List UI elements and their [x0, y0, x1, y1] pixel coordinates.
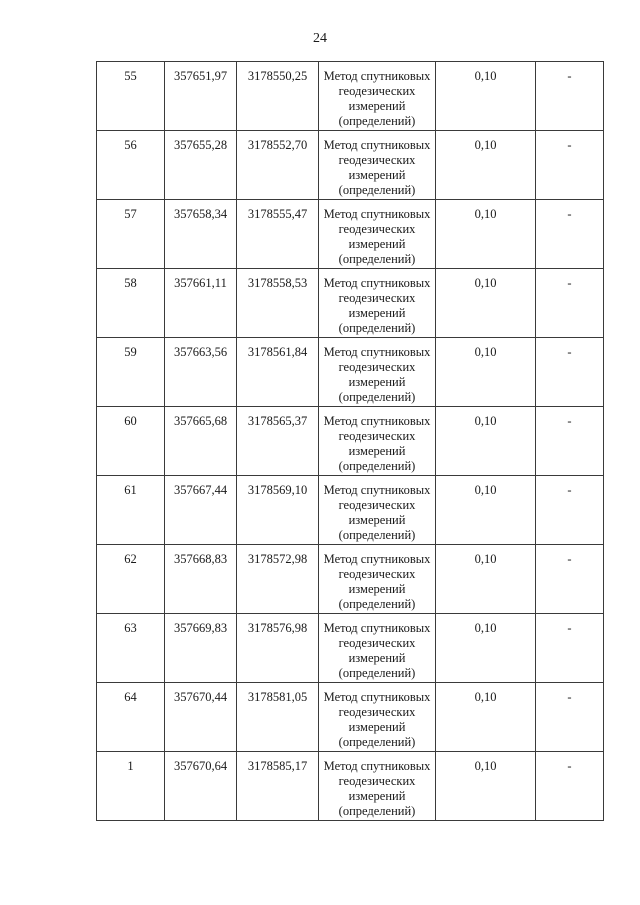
- accuracy-cell: 0,10: [436, 131, 536, 200]
- x-coordinate-cell: 357668,83: [165, 545, 237, 614]
- point-number-cell: 55: [97, 62, 165, 131]
- coordinates-table: [96, 61, 604, 821]
- x-coordinate-cell: 357670,64: [165, 752, 237, 821]
- point-number-cell: 56: [97, 131, 165, 200]
- accuracy-cell: 0,10: [436, 407, 536, 476]
- x-coordinate-cell: 357661,11: [165, 269, 237, 338]
- table-row: [97, 338, 604, 407]
- method-cell: Метод спутниковых геодезических измерений (определений): [319, 200, 436, 269]
- point-number-cell: 63: [97, 614, 165, 683]
- x-coordinate-cell: 357663,56: [165, 338, 237, 407]
- method-cell: Метод спутниковых геодезических измерений (определений): [319, 407, 436, 476]
- y-coordinate-cell: 3178572,98: [237, 545, 319, 614]
- y-coordinate-cell: 3178561,84: [237, 338, 319, 407]
- y-coordinate-cell: 3178552,70: [237, 131, 319, 200]
- description-cell: -: [536, 407, 604, 476]
- description-cell: -: [536, 476, 604, 545]
- description-cell: -: [536, 200, 604, 269]
- accuracy-cell: 0,10: [436, 200, 536, 269]
- description-cell: -: [536, 338, 604, 407]
- table-row: [97, 407, 604, 476]
- accuracy-cell: 0,10: [436, 62, 536, 131]
- x-coordinate-cell: 357658,34: [165, 200, 237, 269]
- method-cell: Метод спутниковых геодезических измерений (определений): [319, 683, 436, 752]
- point-number-cell: 62: [97, 545, 165, 614]
- point-number-cell: 64: [97, 683, 165, 752]
- method-cell: Метод спутниковых геодезических измерений (определений): [319, 338, 436, 407]
- accuracy-cell: 0,10: [436, 752, 536, 821]
- y-coordinate-cell: 3178576,98: [237, 614, 319, 683]
- description-cell: -: [536, 752, 604, 821]
- x-coordinate-cell: 357667,44: [165, 476, 237, 545]
- description-cell: -: [536, 683, 604, 752]
- point-number-cell: 59: [97, 338, 165, 407]
- accuracy-cell: 0,10: [436, 269, 536, 338]
- method-cell: Метод спутниковых геодезических измерений (определений): [319, 752, 436, 821]
- method-cell: Метод спутниковых геодезических измерений (определений): [319, 476, 436, 545]
- accuracy-cell: 0,10: [436, 338, 536, 407]
- x-coordinate-cell: 357655,28: [165, 131, 237, 200]
- x-coordinate-cell: 357651,97: [165, 62, 237, 131]
- accuracy-cell: 0,10: [436, 476, 536, 545]
- y-coordinate-cell: 3178569,10: [237, 476, 319, 545]
- accuracy-cell: 0,10: [436, 614, 536, 683]
- method-cell: Метод спутниковых геодезических измерений (определений): [319, 131, 436, 200]
- accuracy-cell: 0,10: [436, 545, 536, 614]
- x-coordinate-cell: 357665,68: [165, 407, 237, 476]
- description-cell: -: [536, 62, 604, 131]
- table-row: [97, 476, 604, 545]
- method-cell: Метод спутниковых геодезических измерений (определений): [319, 62, 436, 131]
- point-number-cell: 1: [97, 752, 165, 821]
- point-number-cell: 60: [97, 407, 165, 476]
- description-cell: -: [536, 614, 604, 683]
- x-coordinate-cell: 357669,83: [165, 614, 237, 683]
- description-cell: -: [536, 131, 604, 200]
- method-cell: Метод спутниковых геодезических измерений (определений): [319, 269, 436, 338]
- point-number-cell: 58: [97, 269, 165, 338]
- description-cell: -: [536, 545, 604, 614]
- table-row: [97, 131, 604, 200]
- accuracy-cell: 0,10: [436, 683, 536, 752]
- x-coordinate-cell: 357670,44: [165, 683, 237, 752]
- point-number-cell: 57: [97, 200, 165, 269]
- table-row: [97, 545, 604, 614]
- table-row: [97, 62, 604, 131]
- y-coordinate-cell: 3178550,25: [237, 62, 319, 131]
- y-coordinate-cell: 3178585,17: [237, 752, 319, 821]
- table-row: [97, 614, 604, 683]
- y-coordinate-cell: 3178555,47: [237, 200, 319, 269]
- page-number: 24: [313, 31, 327, 46]
- y-coordinate-cell: 3178558,53: [237, 269, 319, 338]
- point-number-cell: 61: [97, 476, 165, 545]
- method-cell: Метод спутниковых геодезических измерений (определений): [319, 614, 436, 683]
- y-coordinate-cell: 3178565,37: [237, 407, 319, 476]
- table-row: [97, 200, 604, 269]
- method-cell: Метод спутниковых геодезических измерений (определений): [319, 545, 436, 614]
- table-row: [97, 269, 604, 338]
- description-cell: -: [536, 269, 604, 338]
- table-row: [97, 752, 604, 821]
- y-coordinate-cell: 3178581,05: [237, 683, 319, 752]
- table-row: [97, 683, 604, 752]
